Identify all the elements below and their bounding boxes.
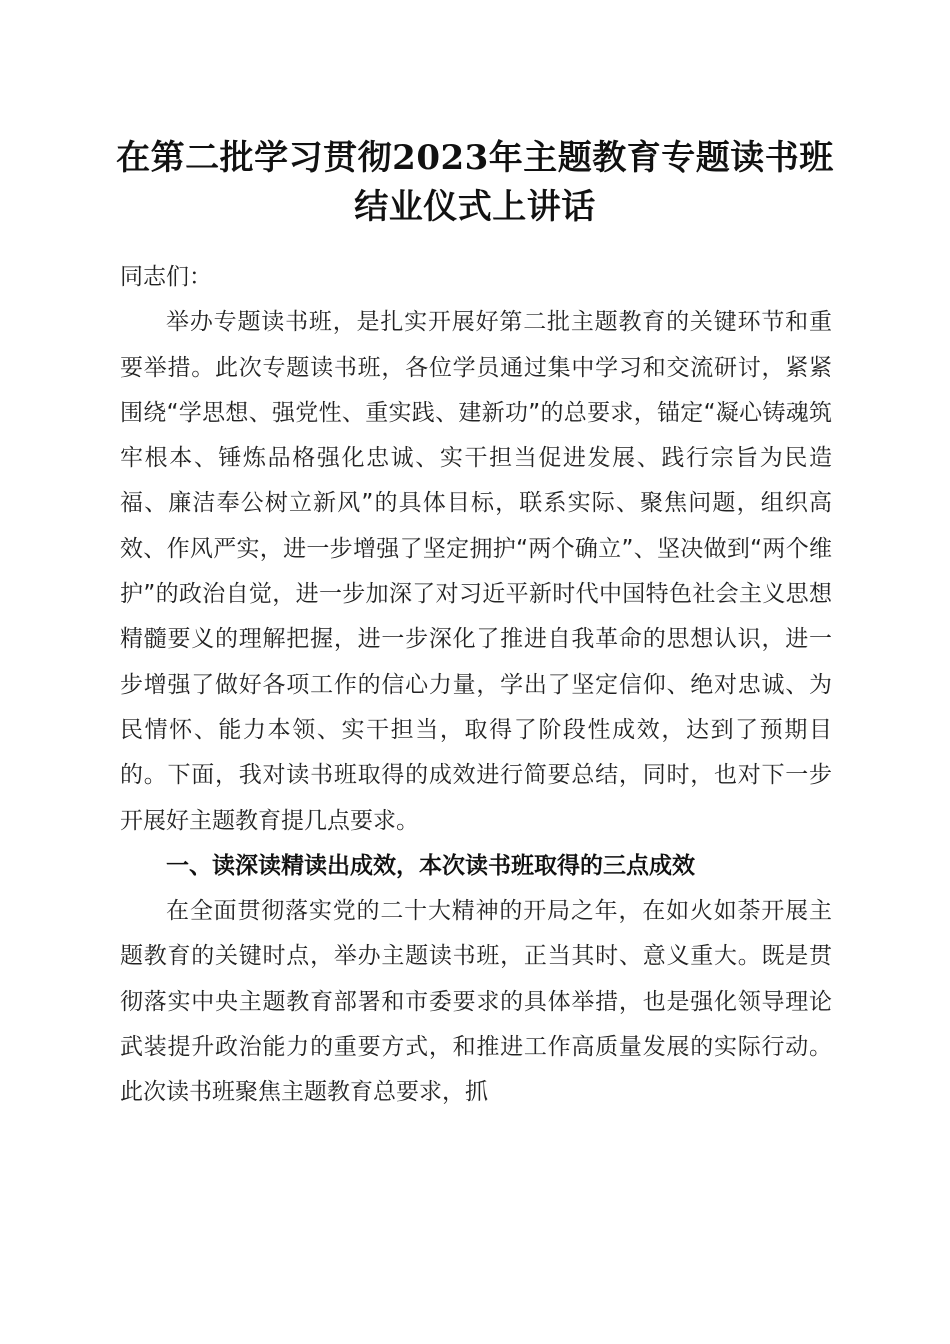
document-body: [120, 255, 832, 1116]
salutation: 同志们：: [120, 264, 212, 290]
section-heading: 一、读深读精读出成效，本次读书班取得的三点成效: [166, 852, 695, 879]
document-title: 在第二批学习贯彻2023年主题教育专题读书班结业仪式上讲话: [116, 138, 834, 227]
body-paragraph: 在全面贯彻落实党的二十大精神的开局之年，在如火如荼开展主题教育的关键时点，举办主题读书班，正当其时、意义重大。既是贯彻落实中央主题教育部署和市委要求的具体举措，也是强化领导理论武装提升政治能力的重要方式，和推进工作高质量发展的实际行动。此次读书班聚焦主题教育总要求，抓: [120, 898, 832, 1106]
body-paragraph: 举办专题读书班，是扎实开展好第二批主题教育的关键环节和重要举措。此次专题读书班，各位学员通过集中学习和交流研讨，紧紧围绕“学思想、强党性、重实践、建新功”的总要求，锚定“凝心铸魂筑牢根本、锤炼品格强化忠诚、实干担当促进发展、践行宗旨为民造福、廉洁奉公树立新风”的具体目标，联系实际、聚焦问题，组织高效、作风严实，进一步增强了坚定拥护“两个确立”、坚决做到“两个维护”的政治自觉，进一步加深了对习近平新时代中国特色社会主义思想精髓要义的理解把握，进一步深化了推进自我革命的思想认识，进一步增强了做好各项工作的信心力量，学出了坚定信仰、绝对忠诚、为民情怀、能力本领、实干担当，取得了阶段性成效，达到了预期目的。下面，我对读书班取得的成效进行简要总结，同时，也对下一步开展好主题教育提几点要求。: [120, 309, 832, 834]
